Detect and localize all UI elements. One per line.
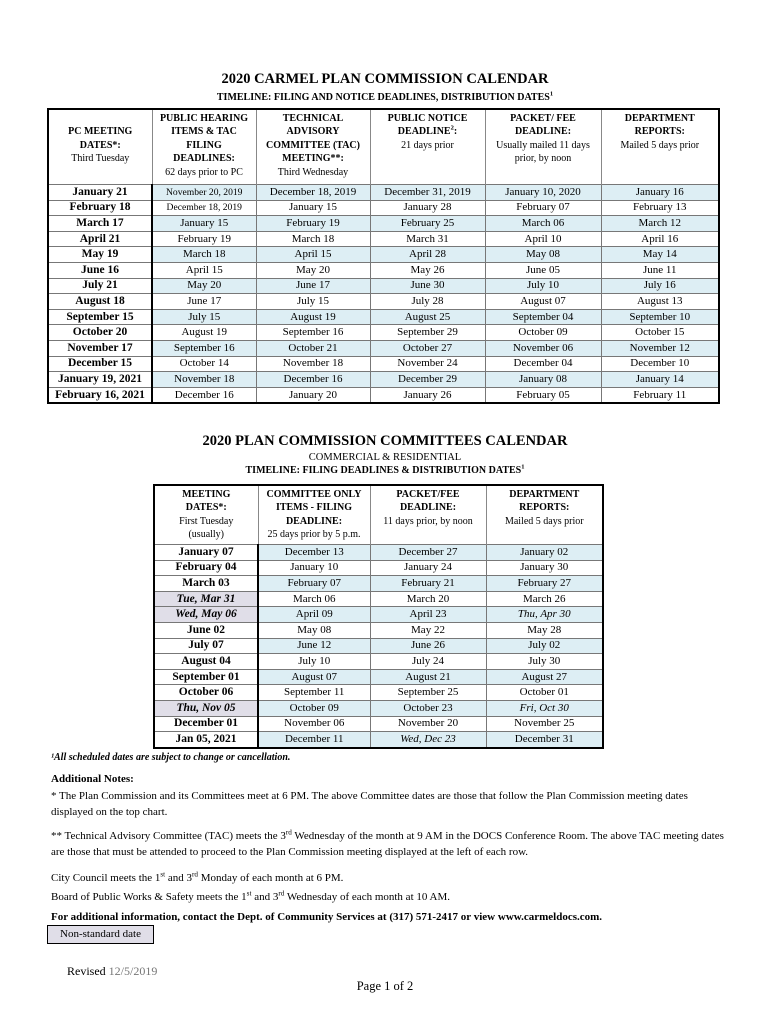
calendar1-row xyxy=(48,200,719,216)
header-line: Mailed 5 days prior xyxy=(620,139,700,151)
calendar1-cell: August 19 xyxy=(256,309,370,325)
calendar1-subtitle: TIMELINE: FILING AND NOTICE DEADLINES, DISTRIBUTION DATES$^1$ xyxy=(216,90,554,103)
calendar2-header-cell xyxy=(258,485,370,545)
plan-commission-table xyxy=(47,108,720,404)
calendar2-header-cell xyxy=(486,485,603,545)
header-line: REPORTS: xyxy=(519,502,570,514)
calendar1-cell: June 30 xyxy=(370,278,485,294)
pc-meeting-date: July 21 xyxy=(48,278,152,294)
header-line: 11 days prior, by noon xyxy=(383,515,473,527)
calendar2-cell: May 28 xyxy=(486,622,603,638)
calendar1-row xyxy=(48,387,719,403)
header-line: (usually) xyxy=(188,529,225,541)
calendar1-row xyxy=(48,372,719,388)
calendar1-cell: March 18 xyxy=(256,231,370,247)
additional-notes-title: Additional Notes: xyxy=(51,773,134,785)
calendar1-cell: March 06 xyxy=(485,216,601,232)
calendar1-cell: January 28 xyxy=(370,200,485,216)
calendar1-cell: July 15 xyxy=(152,309,256,325)
calendar2-cell: July 30 xyxy=(486,654,603,670)
calendar2-cell: November 06 xyxy=(258,716,370,732)
committees-table xyxy=(153,484,604,749)
calendar2-cell: December 27 xyxy=(370,545,486,561)
calendar1-cell: June 05 xyxy=(485,262,601,278)
calendar2-row xyxy=(154,622,603,638)
calendar1-cell: December 18, 2019 xyxy=(256,185,370,201)
pc-meeting-date: May 19 xyxy=(48,247,152,263)
calendar1-header-row xyxy=(48,109,719,185)
calendar1-cell: September 29 xyxy=(370,325,485,341)
header-line: ADVISORY xyxy=(286,126,340,138)
calendar2-cell: March 20 xyxy=(370,591,486,607)
header-line: MEETING xyxy=(182,489,231,500)
calendar2-cell: October 09 xyxy=(258,700,370,716)
calendar2-header-cell xyxy=(370,485,486,545)
calendar1-cell: February 19 xyxy=(256,216,370,232)
calendar2-title: 2020 PLAN COMMISSION COMMITTEES CALENDAR xyxy=(202,433,568,449)
calendar1-cell: April 15 xyxy=(256,247,370,263)
calendar1-row xyxy=(48,356,719,372)
calendar1-cell: January 15 xyxy=(152,216,256,232)
calendar1-cell: January 15 xyxy=(256,200,370,216)
calendar2-cell: August 07 xyxy=(258,669,370,685)
header-line: Usually mailed 11 days xyxy=(496,139,590,151)
calendar1-cell: January 20 xyxy=(256,387,370,403)
calendar1-cell: May 14 xyxy=(601,247,719,263)
calendar1-cell: December 18, 2019 xyxy=(152,200,256,216)
calendar2-cell: April 23 xyxy=(370,607,486,623)
calendar2-row xyxy=(154,685,603,701)
calendar1-cell: October 21 xyxy=(256,340,370,356)
header-line: COMMITTEE (TAC) xyxy=(266,139,360,151)
calendar2-cell: January 10 xyxy=(258,560,370,576)
calendar2-cell: Wed, Dec 23 xyxy=(370,732,486,748)
committee-meeting-date: September 01 xyxy=(154,669,258,685)
disclaimer: ¹All scheduled dates are subject to change or cancellation. xyxy=(51,752,291,763)
footnote-marker: 2 xyxy=(450,125,454,133)
pc-meeting-date: January 19, 2021 xyxy=(48,372,152,388)
calendar1-cell: June 11 xyxy=(601,262,719,278)
calendar2-cell: April 09 xyxy=(258,607,370,623)
calendar1-row xyxy=(48,231,719,247)
calendar1-row xyxy=(48,340,719,356)
calendar1-cell: January 10, 2020 xyxy=(485,185,601,201)
header-line: Third Wednesday xyxy=(277,166,349,178)
calendar2-cell: August 27 xyxy=(486,669,603,685)
header-line: Mailed 5 days prior xyxy=(504,515,584,527)
header-line: 25 days prior by 5 p.m. xyxy=(267,529,361,541)
calendar1-cell: August 13 xyxy=(601,294,719,310)
header-line: ITEMS & TAC xyxy=(171,126,237,138)
calendar2-timeline-subtitle: TIMELINE: FILING DEADLINES & DISTRIBUTION DATES$^1$ xyxy=(245,463,525,476)
calendar1-row xyxy=(48,294,719,310)
committee-meeting-date: August 04 xyxy=(154,654,258,670)
calendar1-cell: December 16 xyxy=(152,387,256,403)
committee-meeting-date: February 04 xyxy=(154,560,258,576)
calendar1-cell: June 17 xyxy=(152,294,256,310)
committee-meeting-date: December 01 xyxy=(154,716,258,732)
header-line: DEADLINE: xyxy=(285,515,343,527)
calendar1-cell: February 07 xyxy=(485,200,601,216)
pc-meeting-date: February 16, 2021 xyxy=(48,387,152,403)
pc-meeting-date: March 17 xyxy=(48,216,152,232)
committee-meeting-date: October 06 xyxy=(154,685,258,701)
calendar2-cell: December 13 xyxy=(258,545,370,561)
calendar1-cell: March 31 xyxy=(370,231,485,247)
header-line: REPORTS: xyxy=(634,126,685,138)
header-line: PACKET/ FEE xyxy=(510,113,576,124)
calendar1-cell: January 14 xyxy=(601,372,719,388)
calendar1-cell: December 04 xyxy=(485,356,601,372)
header-line: DATES*: xyxy=(79,139,121,151)
calendar1-cell: November 18 xyxy=(256,356,370,372)
calendar1-cell: November 20, 2019 xyxy=(152,185,256,201)
calendar1-cell: December 29 xyxy=(370,372,485,388)
calendar2-cell: Thu, Apr 30 xyxy=(486,607,603,623)
calendar2-cell: October 23 xyxy=(370,700,486,716)
header-line: MEETING**: xyxy=(282,153,344,165)
calendar1-cell: August 07 xyxy=(485,294,601,310)
calendar1-row xyxy=(48,278,719,294)
calendar1-cell: July 28 xyxy=(370,294,485,310)
calendar1-cell: May 08 xyxy=(485,247,601,263)
calendar2-row xyxy=(154,716,603,732)
calendar1-cell: November 18 xyxy=(152,372,256,388)
calendar2-cell: December 31 xyxy=(486,732,603,748)
calendar1-cell: November 06 xyxy=(485,340,601,356)
calendar1-row xyxy=(48,216,719,232)
header-line: COMMITTEE ONLY xyxy=(266,489,362,500)
calendar2-row xyxy=(154,607,603,623)
calendar1-title: 2020 CARMEL PLAN COMMISSION CALENDAR xyxy=(221,71,549,87)
calendar1-cell: February 25 xyxy=(370,216,485,232)
note-city-council: City Council meets the 1st and 3rd Monday of each month at 6 PM. xyxy=(51,870,344,884)
calendar2-cell: May 22 xyxy=(370,622,486,638)
calendar2-cell: June 12 xyxy=(258,638,370,654)
committee-meeting-date: July 07 xyxy=(154,638,258,654)
committee-meeting-date: June 02 xyxy=(154,622,258,638)
pc-meeting-date: December 15 xyxy=(48,356,152,372)
calendar2-row xyxy=(154,732,603,748)
calendar2-cell: November 20 xyxy=(370,716,486,732)
calendar1-cell: March 12 xyxy=(601,216,719,232)
calendar1-cell: August 25 xyxy=(370,309,485,325)
calendar2-cell: Fri, Oct 30 xyxy=(486,700,603,716)
header-line: prior, by noon xyxy=(514,153,572,165)
header-line: TECHNICAL xyxy=(282,113,344,124)
calendar1-cell: April 10 xyxy=(485,231,601,247)
calendar1-cell: September 16 xyxy=(152,340,256,356)
calendar1-cell: February 19 xyxy=(152,231,256,247)
calendar2-subtitle: COMMERCIAL & RESIDENTIAL xyxy=(308,452,462,463)
committee-meeting-date: Wed, May 06 xyxy=(154,607,258,623)
header-line: 21 days prior xyxy=(401,139,454,151)
calendar1-cell: April 15 xyxy=(152,262,256,278)
calendar1-cell: May 26 xyxy=(370,262,485,278)
calendar1-row xyxy=(48,262,719,278)
header-line: ITEMS - FILING xyxy=(275,502,353,514)
committee-meeting-date: Jan 05, 2021 xyxy=(154,732,258,748)
calendar1-cell: January 26 xyxy=(370,387,485,403)
calendar1-row xyxy=(48,309,719,325)
header-line: DEPARTMENT xyxy=(624,113,695,124)
pc-meeting-date: June 16 xyxy=(48,262,152,278)
calendar1-cell: November 12 xyxy=(601,340,719,356)
calendar2-row xyxy=(154,560,603,576)
calendar1-cell: April 28 xyxy=(370,247,485,263)
calendar1-cell: October 09 xyxy=(485,325,601,341)
calendar1-cell: February 05 xyxy=(485,387,601,403)
calendar2-cell: March 06 xyxy=(258,591,370,607)
calendar1-cell: April 16 xyxy=(601,231,719,247)
calendar1-cell: December 16 xyxy=(256,372,370,388)
committee-meeting-date: Tue, Mar 31 xyxy=(154,591,258,607)
calendar2-cell: February 07 xyxy=(258,576,370,592)
calendar2-row xyxy=(154,638,603,654)
calendar1-cell: October 27 xyxy=(370,340,485,356)
calendar1-cell: September 16 xyxy=(256,325,370,341)
pc-meeting-date: November 17 xyxy=(48,340,152,356)
header-line: DEPARTMENT xyxy=(509,489,580,500)
calendar1-header-cell xyxy=(601,109,719,185)
committee-meeting-date: Thu, Nov 05 xyxy=(154,700,258,716)
note-meeting-time: * The Plan Commission and its Committees meet at 6 PM. The above Committee dates are those that follow the Plan Commission meeting dates displayed on the top chart. xyxy=(51,790,688,818)
calendar2-cell: August 21 xyxy=(370,669,486,685)
calendar1-cell: December 10 xyxy=(601,356,719,372)
calendar1-cell: November 24 xyxy=(370,356,485,372)
pc-meeting-date: April 21 xyxy=(48,231,152,247)
pc-meeting-date: October 20 xyxy=(48,325,152,341)
note-tac: ** Technical Advisory Committee (TAC) meets the 3rd Wednesday of the month at 9 AM in the DOCS Conference Room. The above TAC meeting dates are those that must be attended to proceed to the Plan Commission meeting displayed at the left of each row. xyxy=(51,828,724,858)
header-line: 62 days prior to PC xyxy=(165,166,243,178)
calendar2-row xyxy=(154,591,603,607)
calendar2-cell: November 25 xyxy=(486,716,603,732)
calendar2-cell: July 24 xyxy=(370,654,486,670)
calendar2-cell: March 26 xyxy=(486,591,603,607)
calendar1-cell: December 31, 2019 xyxy=(370,185,485,201)
calendar2-row xyxy=(154,654,603,670)
calendar2-cell: February 21 xyxy=(370,576,486,592)
calendar2-cell: September 25 xyxy=(370,685,486,701)
calendar2-cell: February 27 xyxy=(486,576,603,592)
calendar1-row xyxy=(48,185,719,201)
revised-date: Revised 12/5/2019 xyxy=(67,964,158,978)
header-line: FILING xyxy=(186,139,222,151)
calendar1-header-cell xyxy=(370,109,485,185)
calendar2-cell: January 30 xyxy=(486,560,603,576)
calendar2-cell: January 24 xyxy=(370,560,486,576)
calendar2-cell: June 26 xyxy=(370,638,486,654)
note-contact-info: For additional information, contact the Dept. of Community Services at (317) 571-2417 or view www.carmeldocs.com. xyxy=(51,911,603,923)
calendar1-row xyxy=(48,247,719,263)
calendar2-header-cell xyxy=(154,485,258,545)
header-line: PUBLIC HEARING xyxy=(159,113,249,124)
calendar1-cell: July 10 xyxy=(485,278,601,294)
header-line: PC MEETING xyxy=(68,126,133,138)
header-line: Third Tuesday xyxy=(71,153,130,165)
pc-meeting-date: January 21 xyxy=(48,185,152,201)
calendar1-cell: August 19 xyxy=(152,325,256,341)
note-board-public-works: Board of Public Works & Safety meets the 1st and 3rd Wednesday of each month at 10 AM. xyxy=(51,889,450,903)
calendar2-row xyxy=(154,576,603,592)
calendar1-cell: May 20 xyxy=(256,262,370,278)
legend-non-standard-date: Non-standard date xyxy=(47,925,154,944)
calendar2-row xyxy=(154,700,603,716)
pc-meeting-date: August 18 xyxy=(48,294,152,310)
header-line xyxy=(49,112,152,125)
calendar1-header-cell xyxy=(152,109,256,185)
calendar1-cell: October 15 xyxy=(601,325,719,341)
header-line: DEADLINE: xyxy=(399,502,457,514)
calendar2-cell: May 08 xyxy=(258,622,370,638)
calendar1-cell: January 16 xyxy=(601,185,719,201)
calendar1-cell: February 13 xyxy=(601,200,719,216)
calendar1-cell: September 04 xyxy=(485,309,601,325)
committee-meeting-date: March 03 xyxy=(154,576,258,592)
header-line: PUBLIC NOTICE xyxy=(387,113,468,124)
header-line: First Tuesday xyxy=(179,515,234,527)
calendar1-cell: September 10 xyxy=(601,309,719,325)
calendar1-header-cell xyxy=(48,109,152,185)
calendar1-cell: July 15 xyxy=(256,294,370,310)
header-line: PACKET/FEE xyxy=(396,489,460,500)
calendar1-row xyxy=(48,325,719,341)
calendar2-cell: July 10 xyxy=(258,654,370,670)
committee-meeting-date: January 07 xyxy=(154,545,258,561)
calendar1-cell: March 18 xyxy=(152,247,256,263)
header-line: DATES*: xyxy=(185,502,227,514)
header-line: DEADLINE: xyxy=(514,126,572,138)
calendar1-cell: January 08 xyxy=(485,372,601,388)
calendar2-cell: December 11 xyxy=(258,732,370,748)
calendar1-header-cell xyxy=(256,109,370,185)
header-line: DEADLINE$^2$: xyxy=(397,125,458,138)
calendar1-cell: May 20 xyxy=(152,278,256,294)
calendar1-cell: July 16 xyxy=(601,278,719,294)
page-number: Page 1 of 2 xyxy=(356,979,414,993)
calendar2-cell: July 02 xyxy=(486,638,603,654)
calendar1-cell: February 11 xyxy=(601,387,719,403)
pc-meeting-date: September 15 xyxy=(48,309,152,325)
calendar1-cell: October 14 xyxy=(152,356,256,372)
pc-meeting-date: February 18 xyxy=(48,200,152,216)
calendar1-cell: June 17 xyxy=(256,278,370,294)
calendar2-cell: October 01 xyxy=(486,685,603,701)
calendar2-row xyxy=(154,545,603,561)
calendar2-header-row xyxy=(154,485,603,545)
calendar2-row xyxy=(154,669,603,685)
calendar2-cell: January 02 xyxy=(486,545,603,561)
header-line: DEADLINES: xyxy=(173,153,235,165)
calendar1-header-cell xyxy=(485,109,601,185)
calendar2-cell: September 11 xyxy=(258,685,370,701)
